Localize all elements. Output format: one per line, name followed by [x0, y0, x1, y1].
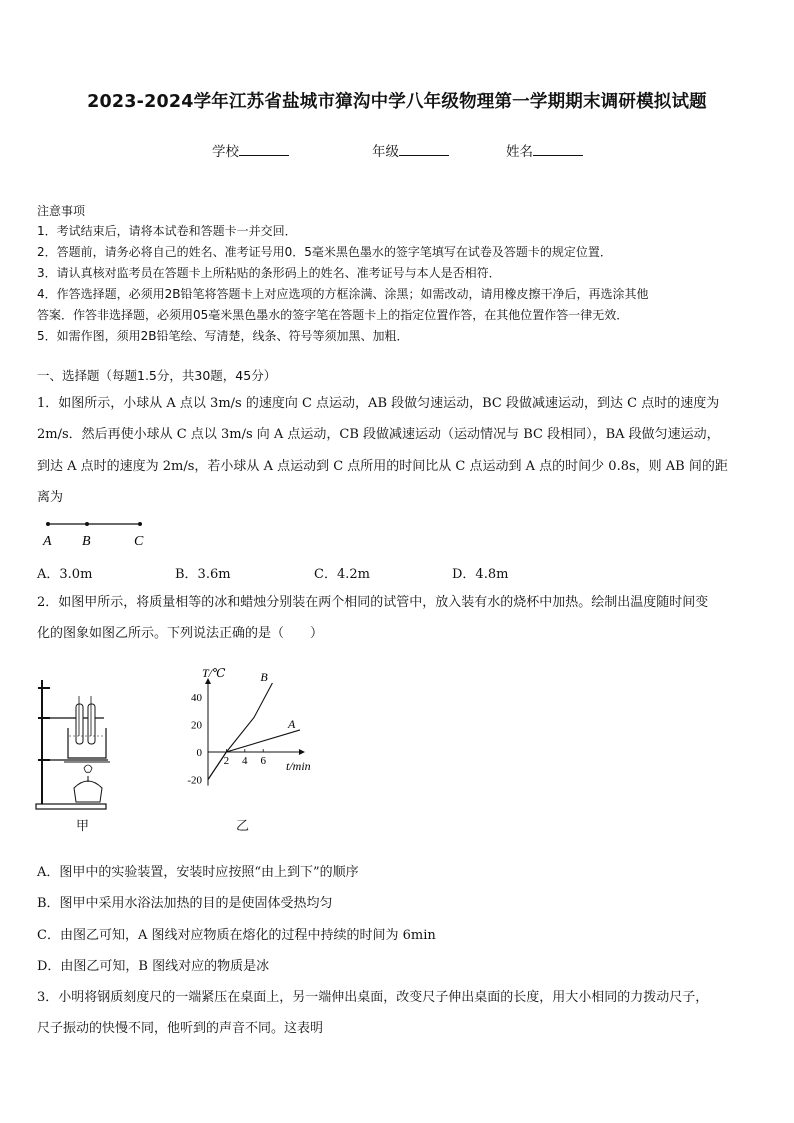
x-tick-label: 4	[242, 755, 248, 767]
y-tick-label: 40	[191, 691, 202, 704]
notice-item: 1．考试结束后，请将本试卷和答题卡一并交回．	[37, 224, 297, 238]
y-tick-label: -20	[187, 774, 202, 787]
temperature-time-chart	[166, 660, 326, 796]
q1-option-b[interactable]: B．3.6m	[175, 567, 231, 582]
fig-yi-label: 乙	[236, 819, 250, 834]
grade-field[interactable]	[372, 140, 449, 160]
q3-line: 3．小明将钢质刻度尺的一端紧压在桌面上，另一端伸出桌面，改变尺子伸出桌面的长度，用大小相同的力拨动尺子，	[37, 990, 709, 1005]
name-field[interactable]	[506, 140, 583, 160]
apparatus-figure	[34, 676, 114, 812]
notice-item: 答案．作答非选择题，必须用05毫米黑色墨水的签字笔在答题卡上的指定位置作答，在其他位置作答一律无效．	[37, 308, 629, 322]
point-a-dot	[46, 522, 50, 526]
q1-option-c[interactable]: C．4.2m	[314, 567, 370, 582]
q2-line: 化的图象如图乙所示。下列说法正确的是（ ）	[37, 626, 324, 641]
notice-item: 4．作答选择题，必须用2B铅笔将答题卡上对应选项的方框涂满、涂黑；如需改动，请用橡皮擦干净后，再选涂其他	[37, 287, 649, 301]
point-b-label: B	[82, 534, 91, 549]
series-label-a: A	[288, 716, 296, 731]
point-a-label: A	[43, 534, 52, 549]
y-tick-label: 0	[196, 747, 202, 759]
point-b-dot	[85, 522, 89, 526]
notice-item: 3．请认真核对监考员在答题卡上所粘贴的条形码上的姓名、准考证号与本人是否相符．	[37, 266, 501, 280]
q2-option-d[interactable]: D．由图乙可知，B 图线对应的物质是冰	[37, 959, 270, 974]
fig-jia-label: 甲	[76, 819, 90, 834]
q1-line: 离为	[37, 490, 64, 505]
q1-option-d[interactable]: D．4.8m	[452, 567, 509, 582]
flame	[84, 765, 92, 773]
section-heading: 一、选择题（每题1.5分，共30题，45分）	[37, 368, 277, 383]
x-tick-label: 2	[223, 755, 230, 767]
point-c-label: C	[134, 534, 144, 549]
y-tick-label: 20	[191, 719, 202, 732]
point-c-dot	[138, 522, 142, 526]
series-label-b: B	[260, 670, 268, 684]
grade-blank[interactable]	[399, 142, 449, 156]
x-tick-label: 6	[260, 755, 266, 767]
q2-line: 2．如图甲所示，将质量相等的冰和蜡烛分别装在两个相同的试管中，放入装有水的烧杯中加热。绘制出温度随时间变	[37, 595, 709, 610]
notice-item: 2．答题前，请务必将自己的姓名、准考证号用0．5毫米黑色墨水的签字笔填写在试卷及答题卡的规定位置．	[37, 245, 612, 259]
name-label: 姓名	[506, 144, 533, 160]
school-blank[interactable]	[239, 142, 289, 156]
y-axis-label: T/℃	[202, 666, 226, 680]
q1-line: 2m/s．然后再使小球从 C 点以 3m/s 向 A 点运动，CB 段做减速运动（运动情况与 BC 段相同），BA 段做匀速运动，	[37, 427, 720, 442]
q2-option-c[interactable]: C．由图乙可知，A 图线对应物质在熔化的过程中持续的时间为 6min	[37, 928, 436, 943]
school-field[interactable]	[212, 140, 289, 160]
beaker	[68, 728, 106, 758]
q1-line: 1．如图所示，小球从 A 点以 3m/s 的速度向 C 点运动，AB 段做匀速运动，BC 段做减速运动，到达 C 点时的速度为	[37, 396, 720, 411]
q3-line: 尺子振动的快慢不同，他听到的声音不同。这表明	[37, 1021, 324, 1036]
test-tube-b	[88, 704, 95, 744]
grade-label: 年级	[372, 144, 399, 160]
notice-heading: 注意事项	[37, 204, 86, 218]
q2-option-b[interactable]: B．图甲中采用水浴法加热的目的是使固体受热均匀	[37, 896, 333, 911]
x-axis-label: t/min	[286, 759, 311, 773]
test-tube-a	[76, 704, 83, 744]
q1-diagram	[36, 514, 156, 550]
page-title: 2023-2024学年江苏省盐城市獐沟中学八年级物理第一学期期末调研模拟试题	[87, 92, 707, 112]
notice-item: 5．如需作图，须用2B铅笔绘、写清楚，线条、符号等须加黑、加粗．	[37, 329, 409, 343]
q1-option-a[interactable]: A．3.0m	[37, 567, 93, 582]
stand-base	[36, 804, 106, 809]
alcohol-lamp	[74, 781, 102, 802]
q1-line: 到达 A 点时的速度为 2m/s，若小球从 A 点运动到 C 点所用的时间比从 C 点运动到 A 点的时间少 0.8s，则 AB 间的距	[37, 459, 728, 474]
school-label: 学校	[212, 144, 239, 160]
q2-option-a[interactable]: A．图甲中的实验装置，安装时应按照“由上到下”的顺序	[37, 865, 359, 880]
name-blank[interactable]	[533, 142, 583, 156]
